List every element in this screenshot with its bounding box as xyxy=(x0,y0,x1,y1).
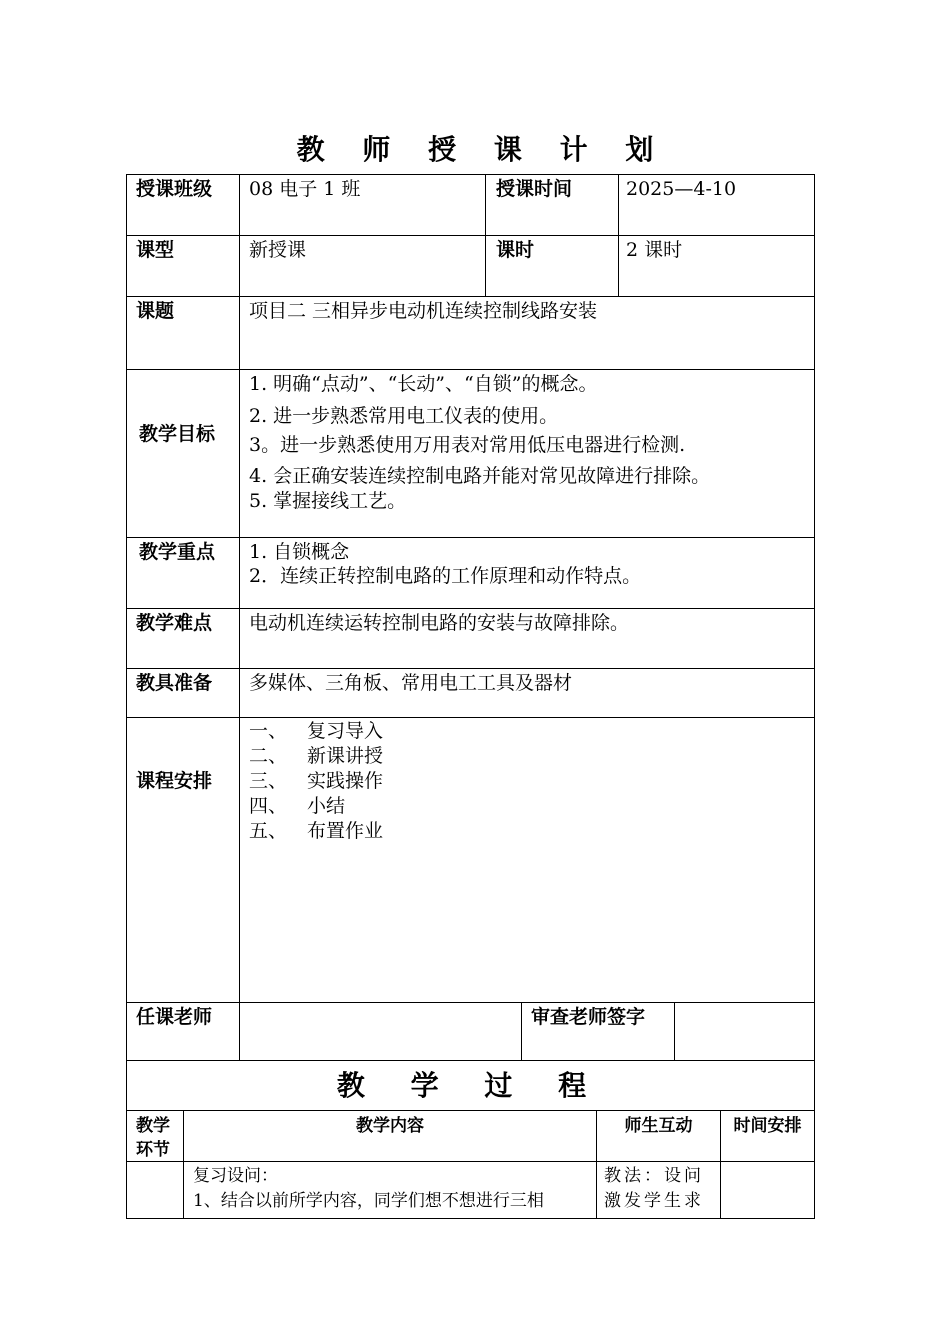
col-stage: 环节 xyxy=(136,1140,170,1160)
schedule-item: 小结 xyxy=(307,795,346,817)
schedule-item: 实践操作 xyxy=(307,770,384,792)
difficulty-value: 电动机连续运转控制电路的安装与故障排除。 xyxy=(249,612,630,634)
tools-value: 多媒体、三角板、常用电工工具及器材 xyxy=(249,672,573,694)
content-line: 复习设问： xyxy=(193,1166,278,1186)
col-interaction: 师生互动 xyxy=(624,1116,693,1136)
time-label: 授课时间 xyxy=(496,178,573,200)
content-line: 1、结合以前所学内容，同学们想不想进行三相 xyxy=(193,1191,544,1211)
schedule-item: 复习导入 xyxy=(307,720,384,742)
tools-label: 教具准备 xyxy=(136,672,213,694)
goals-label: 教学目标 xyxy=(139,423,216,445)
goal-item: 2. 进一步熟悉常用电工仪表的使用。 xyxy=(249,405,559,427)
reviewer-label: 审查老师签字 xyxy=(531,1006,646,1028)
schedule-num: 五、 xyxy=(249,820,288,842)
topic-label: 课题 xyxy=(136,300,175,322)
goal-item: 1. 明确“点动”、“长动”、“自锁”的概念。 xyxy=(249,373,598,395)
process-title: 教 学 过 程 xyxy=(336,1069,605,1102)
schedule-num: 二、 xyxy=(249,745,288,767)
goal-item: 3。进一步熟悉使用万用表对常用低压电器进行检测. xyxy=(249,434,686,456)
page-title: 教 师 授 课 计 划 xyxy=(296,133,668,166)
teacher-label: 任课老师 xyxy=(136,1006,213,1028)
col-content: 教学内容 xyxy=(356,1116,424,1136)
type-value: 新授课 xyxy=(249,239,307,261)
hours-label: 课时 xyxy=(496,239,535,261)
schedule-item: 新课讲授 xyxy=(307,745,384,767)
hours-value: 2 课时 xyxy=(626,239,683,261)
time-value: 2025—4-10 xyxy=(626,178,737,200)
key-point: 1. 自锁概念 xyxy=(249,541,350,563)
topic-value: 项目二 三相异步电动机连续控制线路安装 xyxy=(249,300,598,322)
type-label: 课型 xyxy=(136,239,175,261)
interaction-line: 激发学生求 xyxy=(604,1191,704,1211)
schedule-num: 三、 xyxy=(249,770,288,792)
class-label: 授课班级 xyxy=(136,178,213,200)
schedule-label: 课程安排 xyxy=(136,770,213,792)
goal-item: 5. 掌握接线工艺。 xyxy=(249,490,407,512)
schedule-num: 一、 xyxy=(249,720,288,742)
class-value: 08 电子 1 班 xyxy=(249,178,361,200)
interaction-line: 教法：设问 xyxy=(604,1166,704,1186)
schedule-num: 四、 xyxy=(249,795,288,817)
key-label: 教学重点 xyxy=(139,541,216,563)
goal-item: 4. 会正确安装连续控制电路并能对常见故障进行排除。 xyxy=(249,465,711,487)
col-time: 时间安排 xyxy=(733,1116,802,1136)
key-point: 2．连续正转控制电路的工作原理和动作特点。 xyxy=(249,565,642,587)
difficulty-label: 教学难点 xyxy=(136,612,213,634)
col-stage: 教学 xyxy=(136,1116,170,1136)
schedule-item: 布置作业 xyxy=(307,820,384,842)
